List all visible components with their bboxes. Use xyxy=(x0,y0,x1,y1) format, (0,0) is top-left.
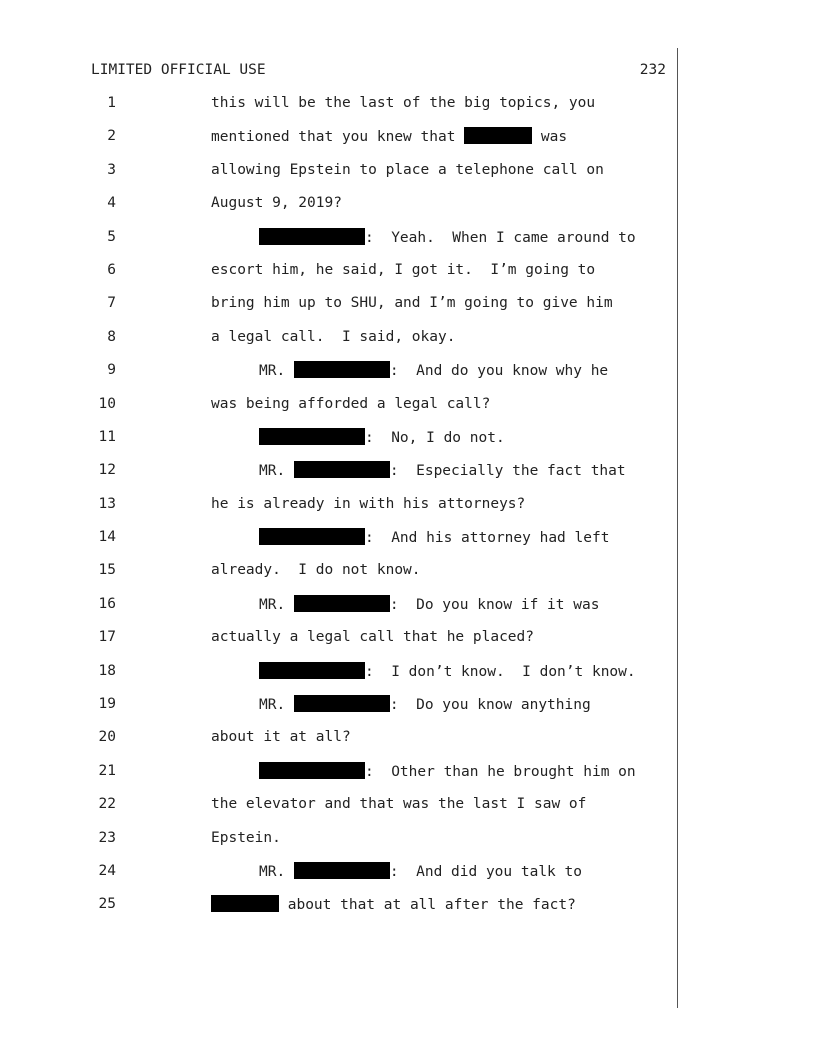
classification-header: LIMITED OFFICIAL USE xyxy=(91,62,266,78)
line-number: 25 xyxy=(98,896,116,913)
transcript-line xyxy=(0,328,816,361)
transcript-line xyxy=(0,795,816,828)
line-number: 20 xyxy=(98,729,116,746)
line-number: 1 xyxy=(107,95,116,111)
redaction-bar xyxy=(259,762,365,779)
line-number: 9 xyxy=(107,362,116,379)
transcript-line xyxy=(0,561,816,594)
redaction-bar xyxy=(211,895,279,912)
transcript-line xyxy=(0,361,816,394)
line-text: : Yeah. When I came around to xyxy=(259,228,636,247)
transcript-line xyxy=(0,528,816,561)
line-text: MR. : Do you know if it was xyxy=(259,596,600,613)
line-number: 7 xyxy=(107,295,116,312)
transcript-line xyxy=(0,161,816,194)
line-text: Epstein. xyxy=(211,829,281,846)
line-number: 14 xyxy=(98,529,116,546)
line-text: this will be the last of the big topics, you xyxy=(211,95,596,111)
line-text: : Other than he brought him on xyxy=(259,762,636,781)
transcript-line xyxy=(0,662,816,695)
line-text: : And his attorney had left xyxy=(259,528,609,547)
line-number: 15 xyxy=(98,562,116,579)
line-number: 24 xyxy=(98,862,116,879)
line-number: 11 xyxy=(98,428,116,445)
transcript-line xyxy=(0,895,816,928)
line-number: 5 xyxy=(107,228,116,245)
line-text: bring him up to SHU, and I’m going to give him xyxy=(211,295,613,312)
transcript-line xyxy=(0,495,816,528)
line-number: 12 xyxy=(98,462,116,479)
line-text: August 9, 2019? xyxy=(211,195,342,212)
line-text: escort him, he said, I got it. I’m going to xyxy=(211,261,596,278)
line-number: 6 xyxy=(107,261,116,278)
redaction-bar xyxy=(294,862,390,879)
transcript-line xyxy=(0,395,816,428)
line-text: MR. : Especially the fact that xyxy=(259,463,626,480)
transcript-line xyxy=(0,428,816,461)
line-text: he is already in with his attorneys? xyxy=(211,495,526,512)
line-number: 23 xyxy=(98,829,116,846)
line-number: 19 xyxy=(98,696,116,713)
redaction-bar xyxy=(259,428,365,445)
transcript-line xyxy=(0,728,816,761)
transcript-line xyxy=(0,261,816,294)
line-number: 18 xyxy=(98,662,116,679)
transcript-line xyxy=(0,461,816,494)
transcript-line xyxy=(0,294,816,327)
redaction-bar xyxy=(259,528,365,545)
transcript-line xyxy=(0,695,816,728)
line-text: about that at all after the fact? xyxy=(211,895,576,914)
redaction-bar xyxy=(294,595,390,612)
line-number: 4 xyxy=(107,195,116,212)
line-text: : No, I do not. xyxy=(259,428,505,447)
page-number: 232 xyxy=(639,62,666,78)
line-text: actually a legal call that he placed? xyxy=(211,629,535,646)
redaction-bar xyxy=(259,662,365,679)
line-number: 17 xyxy=(98,629,116,646)
line-number: 10 xyxy=(98,395,116,412)
line-text: allowing Epstein to place a telephone call on xyxy=(211,161,604,178)
line-number: 13 xyxy=(98,495,116,512)
line-number: 21 xyxy=(98,762,116,779)
transcript-line xyxy=(0,829,816,862)
transcript-line xyxy=(0,862,816,895)
line-text: a legal call. I said, okay. xyxy=(211,328,456,345)
redaction-bar xyxy=(294,461,390,478)
line-text: MR. : And did you talk to xyxy=(259,863,582,880)
line-text: already. I do not know. xyxy=(211,562,421,579)
transcript-line xyxy=(0,628,816,661)
transcript-line xyxy=(0,762,816,795)
line-number: 22 xyxy=(98,796,116,813)
line-number: 3 xyxy=(107,161,116,178)
redaction-bar xyxy=(259,228,365,245)
redaction-bar xyxy=(294,695,390,712)
line-number: 16 xyxy=(98,595,116,612)
redaction-bar xyxy=(294,361,390,378)
transcript-line xyxy=(0,94,816,127)
transcript-line xyxy=(0,127,816,160)
line-text: about it at all? xyxy=(211,729,351,746)
transcript-body xyxy=(0,94,816,929)
line-text: MR. : Do you know anything xyxy=(259,697,591,714)
transcript-line xyxy=(0,595,816,628)
line-text: MR. : And do you know why he xyxy=(259,363,609,380)
redaction-bar xyxy=(464,127,532,144)
line-text: was being afforded a legal call? xyxy=(211,395,491,412)
line-number: 2 xyxy=(107,128,116,145)
transcript-line xyxy=(0,228,816,261)
line-number: 8 xyxy=(107,328,116,345)
line-text: the elevator and that was the last I saw of xyxy=(211,796,587,813)
line-text: mentioned that you knew that was xyxy=(211,129,568,146)
line-text: : I don’t know. I don’t know. xyxy=(259,662,636,681)
transcript-line xyxy=(0,194,816,227)
